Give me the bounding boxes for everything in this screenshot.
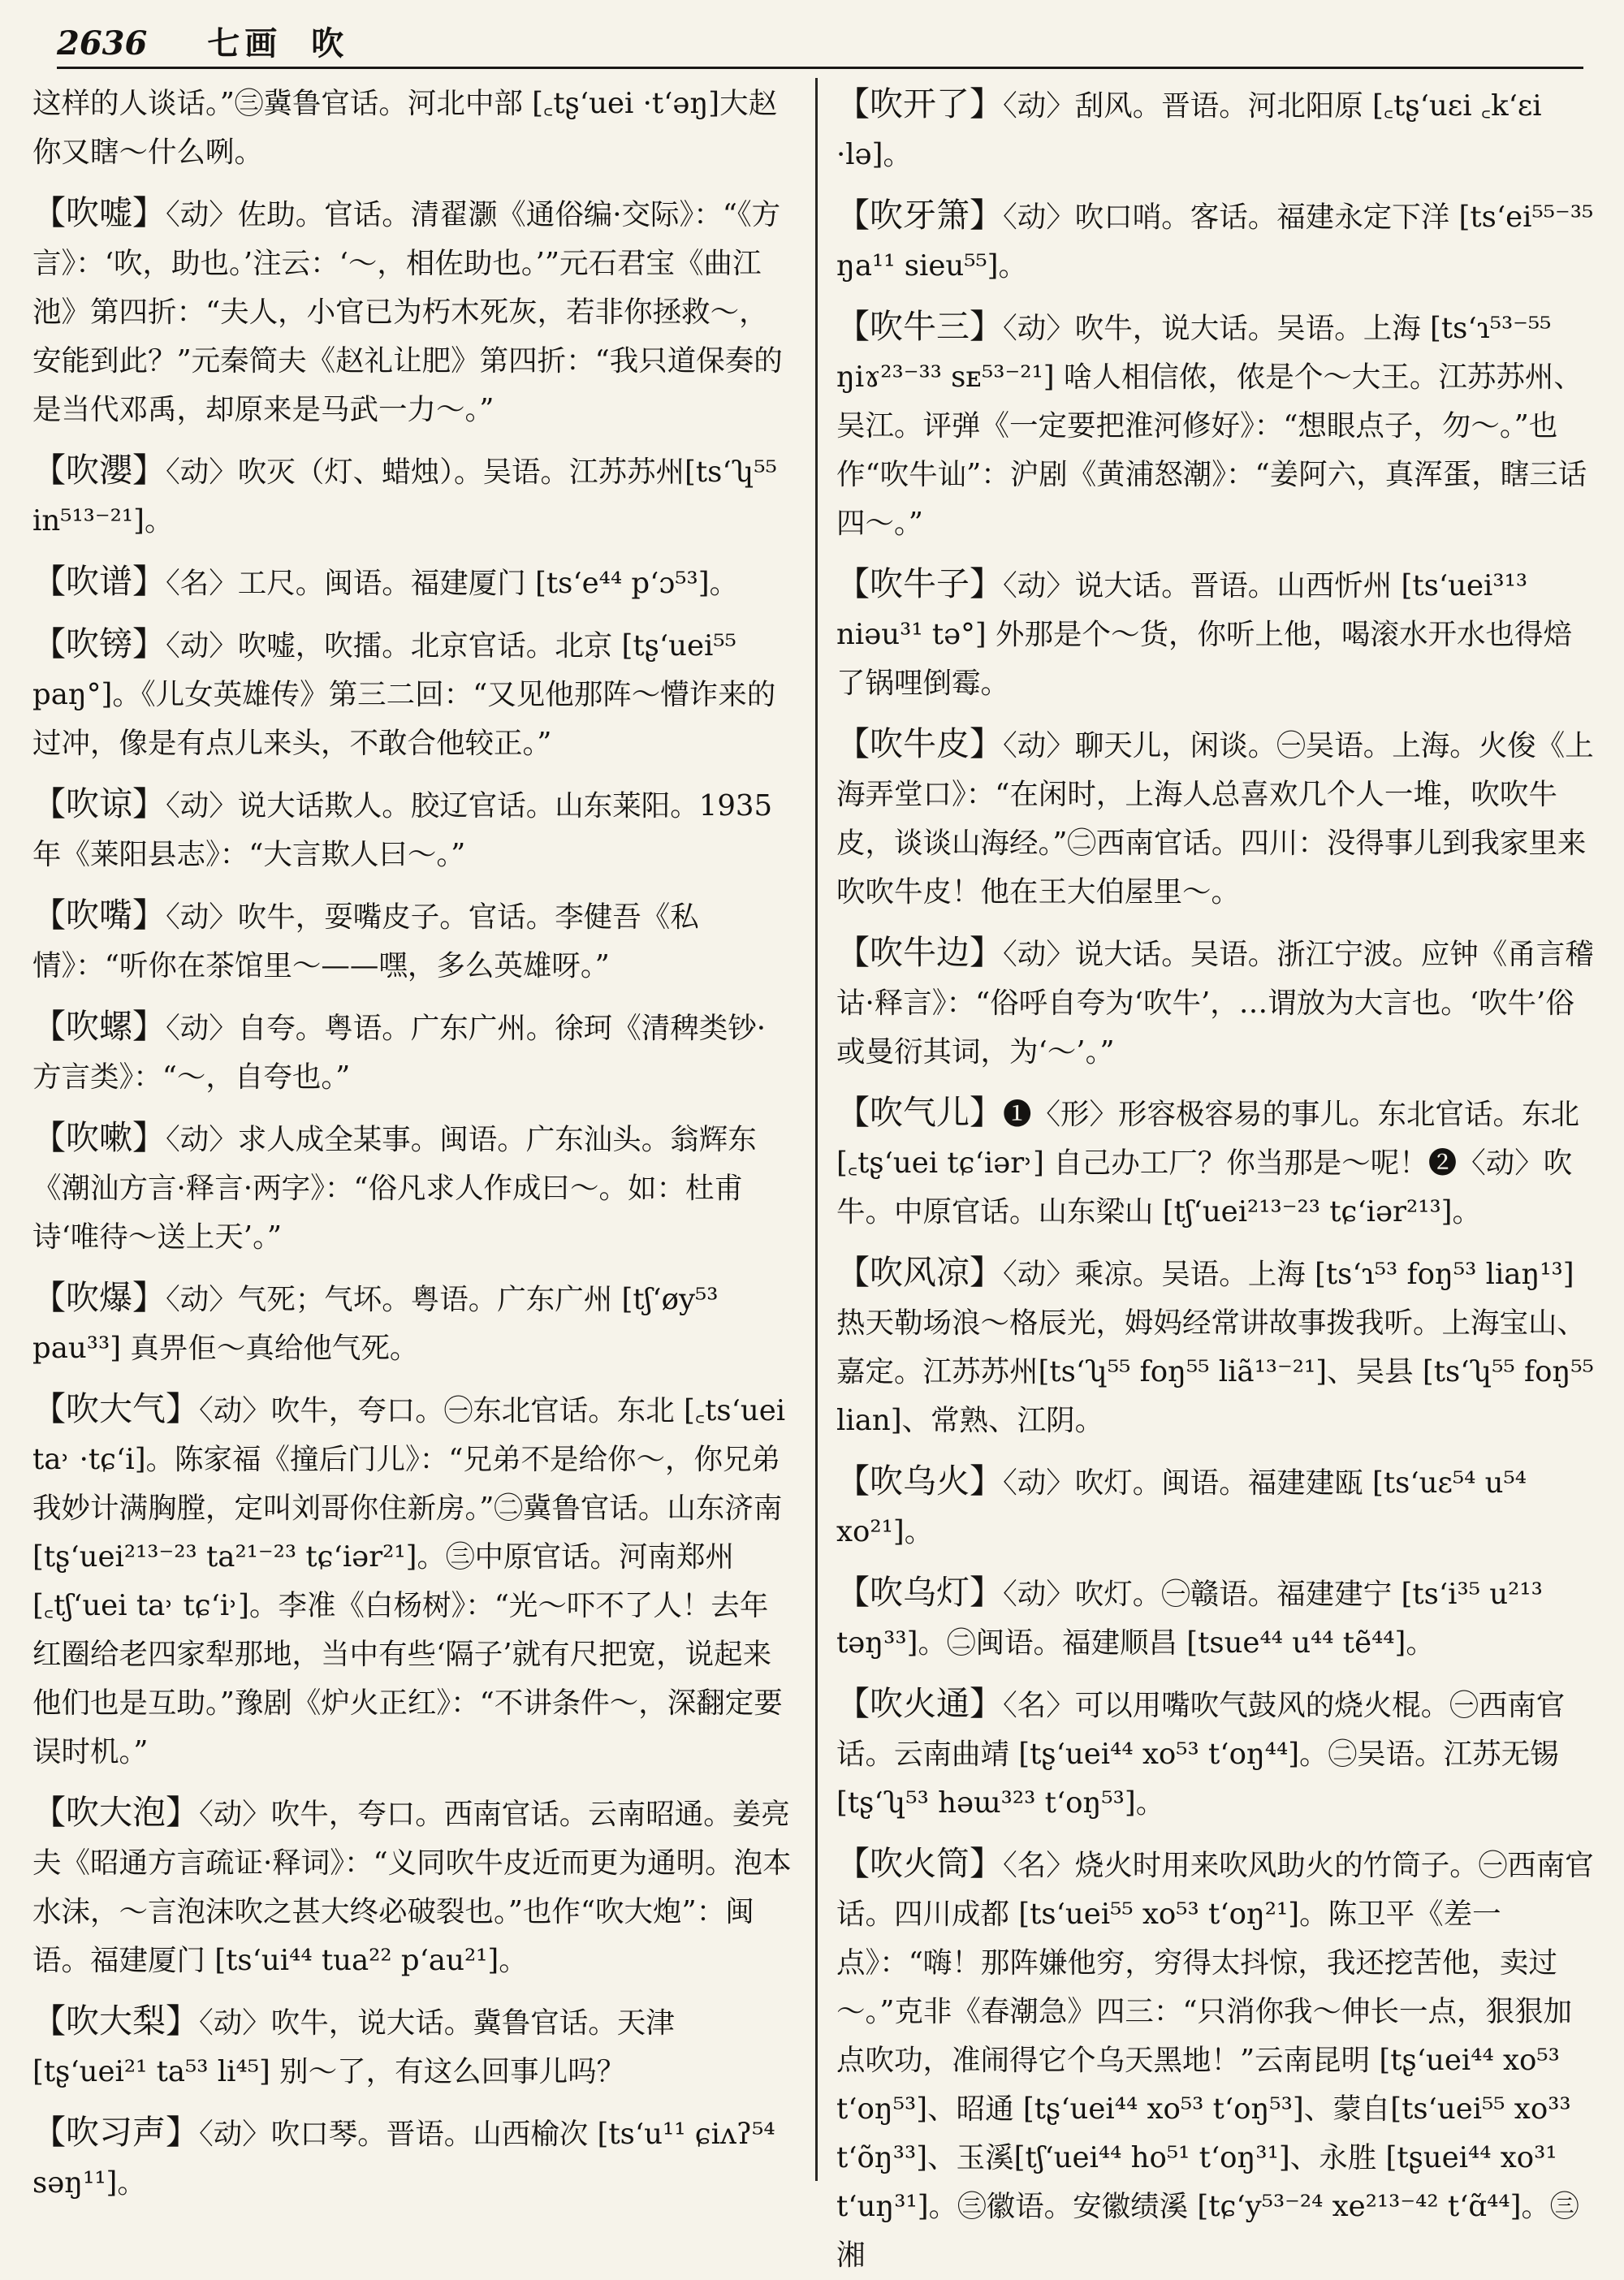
- entry-headword: 【吹乌火】: [836, 1462, 1003, 1501]
- dictionary-entry: [836, 302, 1596, 548]
- dictionary-entry: [32, 1384, 793, 1777]
- dictionary-entry: [32, 2108, 793, 2208]
- entry-definition: 〈动〉聊天儿，闲谈。㊀吴语。上海。火俊《上海弄堂口》：“在闲时，上海人总喜欢几个人一堆，吹吹牛皮，谈谈山海经。”㊁西南官话。四川：没得事儿到我家里来吹吹牛皮！他在王大伯屋里～。: [836, 729, 1594, 909]
- continuation-text: 这样的人谈话。”㊂冀鲁官话。河北中部 [꜀tʂ‘uei ·t‘əŋ]大赵你又瞎～什么咧。: [32, 87, 778, 169]
- right-column: [836, 80, 1596, 2272]
- entry-definition: ❶〈形〉形容极容易的事儿。东北官话。东北 [꜀tʂ‘uei tɕ‘iər˒] 自己办工厂？你当那是～呢！❷〈动〉吹牛。中原官话。山东梁山 [tʃ‘uei²¹³⁻²³ tɕ‘iər²¹³]。: [836, 1098, 1580, 1229]
- entry-definition: 〈动〉吹灯。闽语。福建建瓯 [ts‘uɛ⁵⁴ u⁵⁴ xo²¹]。: [836, 1466, 1527, 1548]
- section-character: 吹: [311, 24, 344, 63]
- entry-definition: 〈名〉烧火时用来吹风助火的竹筒子。㊀西南官话。四川成都 [ts‘uei⁵⁵ xo⁵³ t‘oŋ²¹]。陈卫平《差一点》：“嗨！那阵嫌他穷，穷得太抖惊，我还挖苦他，卖过～。”克非《春潮急》四三：“只消你我～伸长一点，狠狠加点吹功，准闹得它个乌天黑地！”云南昆明 [tʂ‘uei⁴⁴ xo⁵³ t‘oŋ⁵³]、昭通 [tʂ‘uei⁴⁴ xo⁵³ t‘oŋ⁵³]、蒙自[ts‘uei⁵⁵ xo³³ t‘õŋ³³]、玉溪[tʃ‘uei⁴⁴ ho⁵¹ t‘oŋ³¹]、永胜 [tʂuei⁴⁴ xo³¹ t‘uŋ³¹]。㊂徽语。安徽绩溪 [tɕ‘y⁵³⁻²⁴ xe²¹³⁻⁴² t‘ɑ̃⁴⁴]。㊂湘: [836, 1849, 1594, 2272]
- entry-headword: 【吹牛边】: [836, 933, 1003, 972]
- entry-definition: 〈动〉气死；气坏。粤语。广东广州 [tʃ‘øy⁵³ pau³³] 真畀佢～真给他气死。: [32, 1283, 719, 1365]
- dictionary-entry: [32, 620, 793, 768]
- dictionary-entry: [32, 1997, 793, 2096]
- entry-headword: 【吹牛三】: [836, 307, 1003, 346]
- entry-definition: 〈动〉乘凉。吴语。上海 [ts‘ɿ⁵³ foŋ⁵³ liaŋ¹³] 热天勒场浪～格辰光，姆妈经常讲故事拨我听。上海宝山、嘉定。江苏苏州[ts‘ʮ⁵⁵ foŋ⁵⁵ liã¹³⁻²¹]、吴县 [ts‘ʮ⁵⁵ foŋ⁵⁵ lian]、常熟、江阴。: [836, 1258, 1594, 1437]
- entry-headword: 【吹大梨】: [32, 2001, 199, 2040]
- entry-definition: 〈动〉吹嘘，吹擂。北京官话。北京 [tʂ‘uei⁵⁵ paŋ°]。《儿女英雄传》第三二回：“又见他那阵～懵诈来的过冲，像是有点儿来头，不敢合他较正。”: [32, 629, 776, 760]
- entry-definition: 〈动〉佐助。官话。清翟灏《通俗编·交际》：“《方言》：‘吹，助也。’注云：‘～，相佐助也。’”元石君宝《曲江池》第四折：“夫人，小官已为朽木死灰，若非你拯救～，安能到此？”元秦简夫《赵礼让肥》第四折：“我只道保奏的是当代邓禹，却原来是马武一力～。”: [32, 198, 783, 426]
- dictionary-entry: [836, 1679, 1596, 1828]
- entry-headword: 【吹瀴】: [32, 451, 166, 490]
- entry-definition: 〈动〉吹牛，耍嘴皮子。官话。李健吾《私情》：“听你在茶馆里～——嘿，多么英雄呀。”: [32, 900, 699, 982]
- entry-headword: 【吹嘘】: [32, 193, 166, 232]
- section-label: 七画: [207, 24, 283, 63]
- left-column: [32, 80, 793, 2200]
- entry-definition: 〈动〉说大话欺人。胶辽官话。山东莱阳。1935年《莱阳县志》：“大言欺人曰～。”: [32, 789, 773, 871]
- dictionary-entry: [32, 779, 793, 879]
- entry-headword: 【吹爆】: [32, 1278, 166, 1317]
- entry-headword: 【吹螺】: [32, 1007, 166, 1046]
- dictionary-entry: [836, 191, 1596, 291]
- dictionary-entry: [836, 1568, 1596, 1668]
- entry-headword: 【吹大泡】: [32, 1793, 199, 1832]
- page-number: 2636: [57, 24, 148, 63]
- dictionary-entry: [32, 891, 793, 991]
- dictionary-entry: [836, 719, 1596, 917]
- dictionary-entry: [836, 80, 1596, 179]
- column-divider: [815, 78, 818, 2181]
- dictionary-entry: [836, 1088, 1596, 1237]
- entry-definition: 〈动〉吹牛，说大话。吴语。上海 [ts‘ɿ⁵³⁻⁵⁵ ŋiɤ²³⁻³³ sᴇ⁵³⁻²¹] 啥人相信侬，侬是个～大王。江苏苏州、吴江。评弹《一定要把淮河修好》：“想眼点子，勿～。”也作“吹牛讪”：沪剧《黄浦怒潮》：“姜阿六，真浑蛋，瞎三话四～。”: [836, 312, 1587, 540]
- entry-headword: 【吹火通】: [836, 1684, 1003, 1723]
- entry-headword: 【吹牛皮】: [836, 724, 1003, 763]
- entry-definition: 〈动〉说大话。吴语。浙江宁波。应钟《甬言稽诂·释言》：“俗呼自夸为‘吹牛’，…谓放为大言也。‘吹牛’俗或曼衍其词，为‘～’。”: [836, 938, 1594, 1069]
- entry-headword: 【吹牙箫】: [836, 196, 1003, 235]
- dictionary-entry: [836, 1839, 1596, 2280]
- entry-definition: 〈动〉吹牛，夸口。西南官话。云南昭通。姜亮夫《昭通方言疏证·释词》：“义同吹牛皮近而更为通明。泡本水沫，～言泡沫吹之甚大终必破裂也。”也作“吹大炮”：闽语。福建厦门 [ts‘ui⁴⁴ tua²² p‘au²¹]。: [32, 1798, 792, 1977]
- dictionary-entry: [836, 559, 1596, 708]
- entry-headword: 【吹习声】: [32, 2113, 199, 2152]
- entry-definition: 〈动〉求人成全某事。闽语。广东汕头。翁辉东《潮汕方言·释言·两字》：“俗凡求人作成曰～。如：杜甫诗‘唯待～送上天’。”: [32, 1123, 757, 1254]
- entry-definition: 〈动〉吹牛，说大话。冀鲁官话。天津 [tʂ‘uei²¹ ta⁵³ li⁴⁵] 别～了，有这么回事儿吗？: [32, 2006, 675, 2088]
- entry-headword: 【吹乌灯】: [836, 1573, 1003, 1612]
- entry-headword: 【吹嗽】: [32, 1118, 166, 1157]
- entry-definition: 〈动〉自夸。粤语。广东广州。徐珂《清稗类钞·方言类》：“～，自夸也。”: [32, 1012, 767, 1094]
- page-header: [57, 21, 1583, 69]
- dictionary-entry: [836, 928, 1596, 1077]
- entry-headword: 【吹嘴】: [32, 896, 166, 935]
- dictionary-entry: [32, 557, 793, 608]
- entry-headword: 【吹大气】: [32, 1389, 199, 1428]
- dictionary-entry: [32, 1788, 793, 1985]
- dictionary-entry: [836, 1457, 1596, 1557]
- dictionary-entry: [32, 188, 793, 434]
- entry-definition: 〈动〉刮风。晋语。河北阳原 [꜀tʂ‘uɛi ꜀k‘ɛi ·lə]。: [836, 89, 1542, 171]
- entry-definition: 〈动〉吹灭（灯、蜡烛）。吴语。江苏苏州[ts‘ʮ⁵⁵ in⁵¹³⁻²¹]。: [32, 456, 777, 538]
- entry-headword: 【吹风凉】: [836, 1253, 1003, 1292]
- entry-definition: 〈动〉吹灯。㊀赣语。福建建宁 [ts‘i³⁵ u²¹³ təŋ³³]。㊁闽语。福建顺昌 [tsue⁴⁴ u⁴⁴ tẽ⁴⁴]。: [836, 1578, 1543, 1660]
- dictionary-entry: [32, 1113, 793, 1262]
- entry-definition: 〈动〉吹牛，夸口。㊀东北官话。东北 [꜀ts‘uei ta˒ ·tɕ‘i]。陈家福《撞后门儿》：“兄弟不是给你～，你兄弟我妙计满胸膛，定叫刘哥你住新房。”㊁冀鲁官话。山东济南 [tʂ‘uei²¹³⁻²³ ta²¹⁻²³ tɕ‘iər²¹]。㊂中原官话。河南郑州[꜀tʃ‘uei ta˒ tɕ‘i˒]。李准《白杨树》：“光～吓不了人！去年红圈给老四家犁那地，当中有些‘隔子’就有尺把宽，说起来他们也是互助。”豫剧《炉火正红》：“不讲条件～，深翻定要误时机。”: [32, 1394, 786, 1768]
- entry-definition: 〈动〉吹口哨。客话。福建永定下洋 [ts‘ei⁵⁵⁻³⁵ ŋa¹¹ sieu⁵⁵]。: [836, 201, 1594, 283]
- entry-definition: 〈名〉可以用嘴吹气鼓风的烧火棍。㊀西南官话。云南曲靖 [tʂ‘uei⁴⁴ xo⁵³ t‘oŋ⁴⁴]。㊁吴语。江苏无锡 [tʂ‘ʮ⁵³ həɯ³²³ t‘oŋ⁵³]。: [836, 1689, 1566, 1820]
- entry-headword: 【吹火筒】: [836, 1844, 1003, 1883]
- entry-definition: 〈名〉工尺。闽语。福建厦门 [ts‘e⁴⁴ p‘ɔ⁵³]。: [166, 567, 739, 600]
- dictionary-entry: [836, 1248, 1596, 1445]
- entry-headword: 【吹气儿】: [836, 1093, 1003, 1132]
- entry-definition: 〈动〉吹口琴。晋语。山西榆次 [ts‘u¹¹ ɕiʌʔ⁵⁴ səŋ¹¹]。: [32, 2118, 775, 2200]
- entry-headword: 【吹开了】: [836, 84, 1003, 123]
- entry-headword: 【吹镑】: [32, 624, 166, 663]
- entry-headword: 【吹谱】: [32, 562, 166, 601]
- dictionary-entry: [32, 446, 793, 546]
- entry-headword: 【吹谅】: [32, 784, 166, 823]
- dictionary-entry: [32, 1273, 793, 1373]
- dictionary-entry: [32, 1002, 793, 1102]
- entry-definition: 〈动〉说大话。晋语。山西忻州 [ts‘uei³¹³ niəu³¹ tə°] 外那是个～货，你听上他，喝滚水开水也得焙了锅哩倒霉。: [836, 569, 1572, 700]
- entry-headword: 【吹牛子】: [836, 564, 1003, 603]
